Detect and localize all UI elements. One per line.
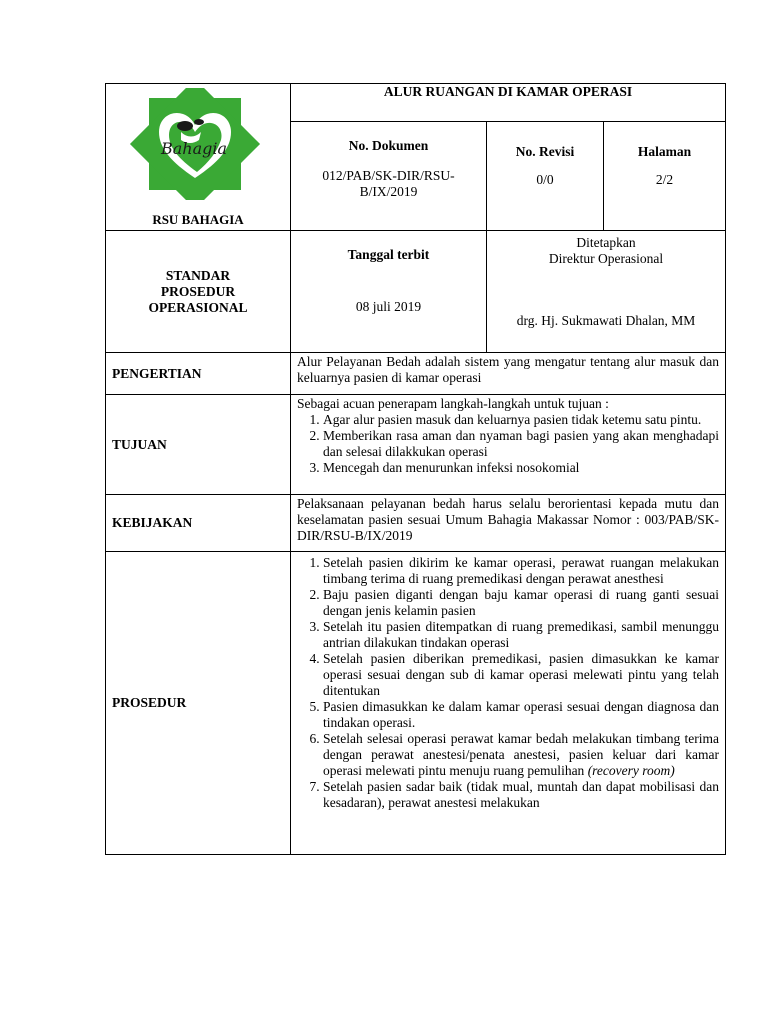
pengertian-text: Alur Pelayanan Bedah adalah sistem yang mengatur tentang alur masuk dan keluarnya pasien di kamar operasi bbox=[291, 353, 726, 395]
sop-document bbox=[105, 83, 725, 855]
kebijakan-label: KEBIJAKAN bbox=[106, 495, 291, 552]
tujuan-label: TUJUAN bbox=[106, 395, 291, 495]
page-cell bbox=[604, 121, 726, 230]
prosedur-content bbox=[291, 552, 726, 855]
list-item: 4. Setelah pasien diberikan premedikasi, pasien dimasukkan ke kamar operasi sesuai dengan sub di kamar operasi melewati pintu yang telah ditentukan bbox=[323, 651, 719, 699]
list-item: 1. Setelah pasien dikirim ke kamar operasi, perawat ruangan melakukan timbang terima di ruang premedikasi dengan perawat anesthesi bbox=[323, 555, 719, 587]
list-item: 3. Setelah itu pasien ditempatkan di ruang premedikasi, sambil menunggu antrian dilakukan tindakan operasi bbox=[323, 619, 719, 651]
tujuan-list bbox=[297, 412, 719, 476]
hospital-logo bbox=[118, 88, 272, 200]
approval-label: Ditetapkan bbox=[576, 235, 636, 250]
issue-date-label: Tanggal terbit bbox=[347, 247, 430, 262]
kebijakan-text: Pelaksanaan pelayanan bedah harus selalu berorientasi kepada mutu dan keselamatan pasien sesuai Umum Bahagia Makassar Nomor : 003/PAB/SK-DIR/RSU-B/IX/2019 bbox=[291, 495, 726, 552]
page-label: Halaman bbox=[637, 143, 692, 159]
tujuan-content bbox=[291, 395, 726, 495]
sop-table bbox=[105, 83, 726, 855]
approval-name: drg. Hj. Sukmawati Dhalan, MM bbox=[516, 313, 696, 328]
svg-text:Bahagia: Bahagia bbox=[160, 139, 228, 158]
prosedur-label: PROSEDUR bbox=[106, 552, 291, 855]
revision-value: 0/0 bbox=[536, 171, 554, 187]
revision-label: No. Revisi bbox=[515, 143, 575, 159]
list-item: 2. Memberikan rasa aman dan nyaman bagi pasien yang akan menghadapi dan selesai dilakkukan operasi bbox=[323, 428, 719, 460]
list-item: 3. Mencegah dan menurunkan infeksi nosokomial bbox=[323, 460, 719, 476]
list-item: 7. Setelah pasien sadar baik (tidak mual, muntah dan dapat mobilisasi dan kesadaran), perawat anestesi melakukan bbox=[323, 779, 719, 811]
sop-title: STANDAR PROSEDUR OPERASIONAL bbox=[148, 267, 248, 315]
doc-number-label: No. Dokumen bbox=[348, 137, 429, 153]
list-item bbox=[323, 731, 719, 779]
list-item-text: Setelah selesai operasi perawat kamar bedah melakukan timbang terima dengan perawat anestesi/penata anestesi, pasien keluar dari kamar operasi melewati pintu menuju ruang pemulihan bbox=[323, 731, 720, 778]
approval-role: Direktur Operasional bbox=[548, 251, 664, 266]
list-item: 2. Baju pasien diganti dengan baju kamar operasi di ruang ganti sesuai dengan jenis kelamin pasien bbox=[323, 587, 719, 619]
recovery-room-note: (recovery room) bbox=[587, 763, 675, 778]
list-item: 1. Agar alur pasien masuk dan keluarnya pasien tidak ketemu satu pintu. bbox=[323, 412, 719, 428]
doc-number-cell bbox=[291, 121, 487, 230]
tujuan-intro: Sebagai acuan penerapam langkah-langkah untuk tujuan : bbox=[297, 396, 609, 411]
prosedur-list bbox=[297, 555, 719, 811]
issue-date-value: 08 juli 2019 bbox=[355, 299, 422, 314]
approval-cell bbox=[487, 231, 726, 353]
page-value: 2/2 bbox=[655, 171, 674, 187]
list-item: 5. Pasien dimasukkan ke dalam kamar operasi sesuai dengan diagnosa dan tindakan operasi. bbox=[323, 699, 719, 731]
pengertian-label: PENGERTIAN bbox=[106, 353, 291, 395]
issue-date-cell bbox=[291, 231, 487, 353]
logo-cell bbox=[106, 84, 291, 231]
revision-cell bbox=[487, 121, 604, 230]
doc-number-value: 012/PAB/SK-DIR/RSU-B/IX/2019 bbox=[322, 167, 455, 199]
sop-title-cell bbox=[106, 231, 291, 353]
hospital-name: RSU BAHAGIA bbox=[152, 212, 244, 227]
document-title: ALUR RUANGAN DI KAMAR OPERASI bbox=[291, 84, 726, 122]
